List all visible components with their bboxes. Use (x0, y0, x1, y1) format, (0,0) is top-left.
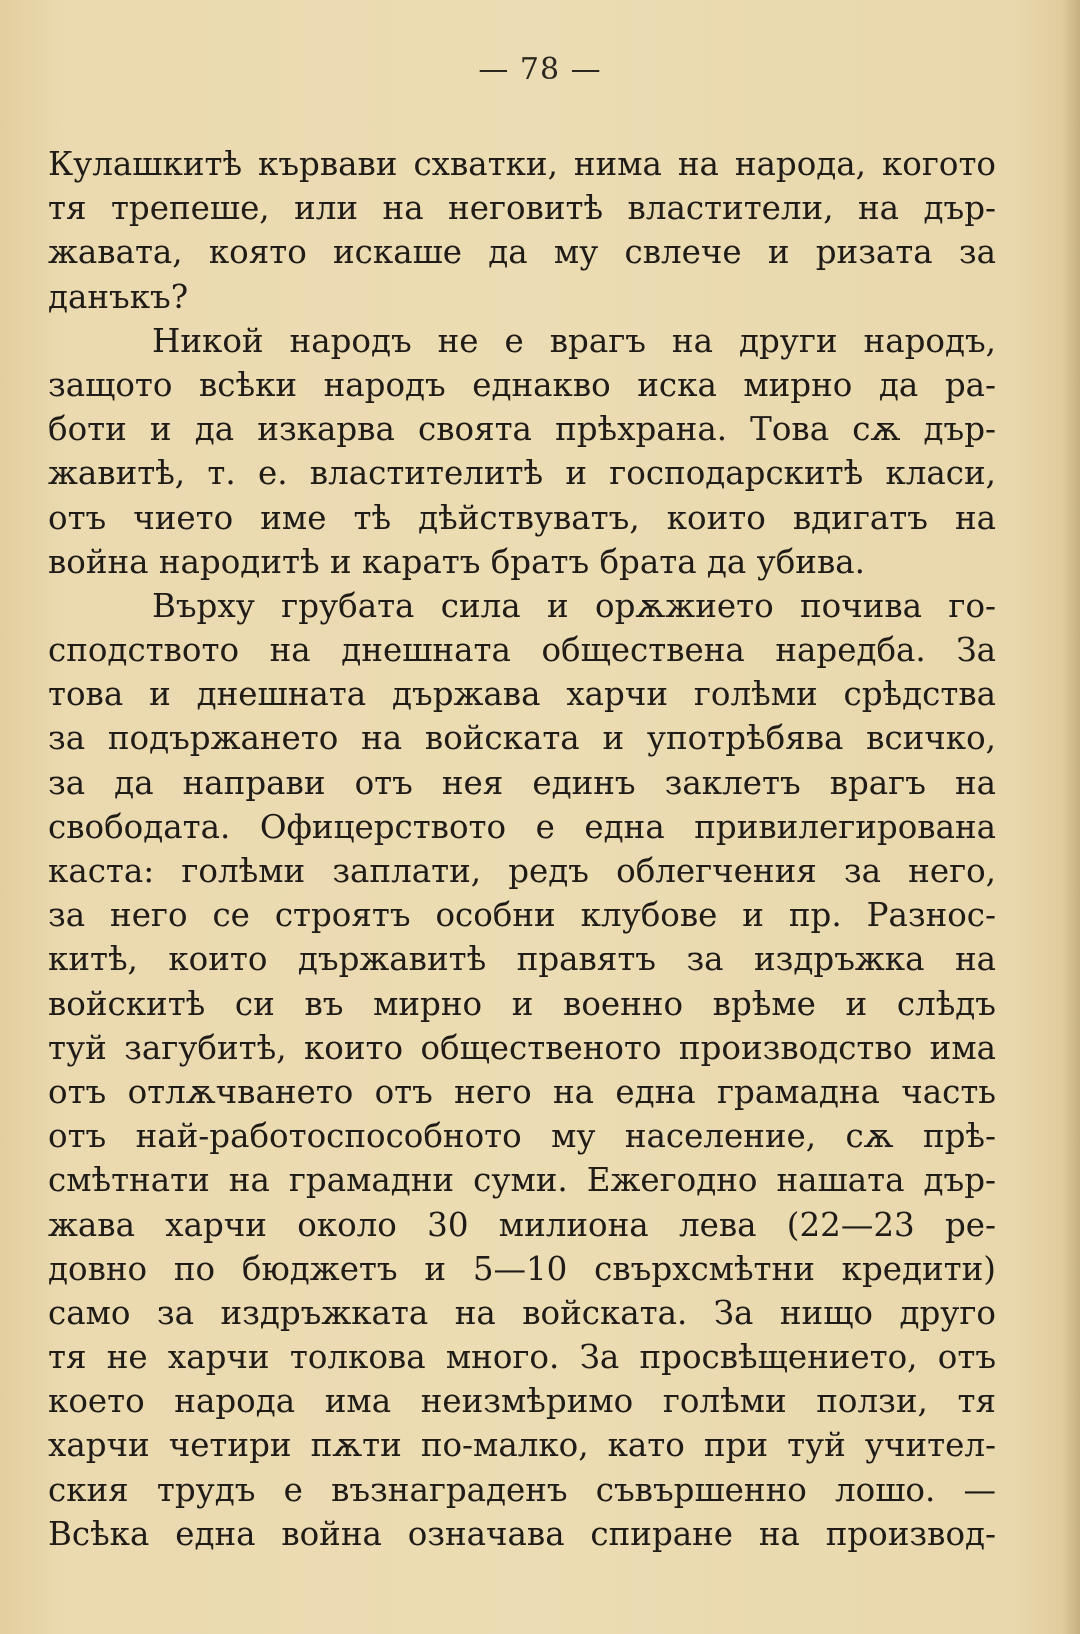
text-line: туй загубитѣ, които общественото производство има (48, 1028, 996, 1067)
text-line: за подържането на войската и употрѣбява всичко, (48, 719, 996, 758)
text-line: китѣ, които държавитѣ правятъ за издръжка на (48, 940, 996, 979)
text-line: боти и да изкарва своята прѣхрана. Това сѫ дър- (48, 410, 996, 449)
text-line: свободата. Офицерството е една привилегирована (48, 807, 996, 846)
text-line: жава харчи около 30 милиона лева (22—23 ре- (48, 1205, 996, 1244)
text-line: отъ чието име тѣ дѣйствуватъ, които вдигатъ на (48, 498, 996, 537)
text-line: харчи четири пѫти по-малко, като при туй учител- (48, 1426, 996, 1465)
text-line: Никой народъ не е врагъ на други народъ, (152, 321, 996, 360)
text-line: смѣтнати на грамадни суми. Ежегодно нашата дър- (48, 1161, 996, 1200)
text-line: само за издръжката на войската. За нищо друго (48, 1293, 996, 1332)
text-line: ския трудъ е възнаграденъ съвършенно лошо. — (48, 1470, 996, 1509)
text-line: което народа има неизмѣримо голѣми ползи, тя (48, 1382, 996, 1421)
text-line: сподството на днешната обществена наредба. За (48, 631, 996, 670)
text-line: жавитѣ, т. е. властителитѣ и господарскитѣ класи, (48, 454, 996, 493)
text-line: довно по бюджетъ и 5—10 свърхсмѣтни кредити) (48, 1249, 996, 1288)
text-line: данъкъ? (48, 277, 189, 316)
text-line: отъ отлѫчването отъ него на една грамадна часть (48, 1072, 996, 1111)
text-line: жавата, която искаше да му свлече и ризата за (48, 233, 996, 272)
page-number: — 78 — (478, 52, 602, 87)
text-line: тя трепеше, или на неговитѣ властители, на дър- (48, 189, 996, 228)
text-line: за него се строятъ особни клубове и пр. Разнос- (48, 896, 996, 935)
page-edge-shadow (1062, 0, 1080, 1634)
text-line: за да направи отъ нея единъ заклетъ врагъ на (48, 763, 996, 802)
text-line: Всѣка една война означава спиране на производ- (48, 1514, 996, 1553)
text-line: тя не харчи толкова много. За просвѣщението, отъ (48, 1338, 996, 1377)
text-line: войскитѣ си въ мирно и военно врѣме и слѣдъ (48, 984, 996, 1023)
text-line: отъ най-работоспособното му население, сѫ прѣ- (48, 1117, 996, 1156)
text-line: Върху грубата сила и орѫжието почива го- (152, 586, 996, 625)
text-line: защото всѣки народъ еднакво иска мирно да ра- (48, 365, 996, 404)
page-body-text (48, 142, 996, 1556)
text-line: война народитѣ и каратъ братъ брата да убива. (48, 542, 865, 581)
text-line: това и днешната държава харчи голѣми срѣдства (48, 675, 996, 714)
text-line: каста: голѣми заплати, редъ облегчения за него, (48, 852, 996, 890)
text-line: Кулашкитѣ кървави схватки, нима на народа, когото (48, 145, 996, 183)
